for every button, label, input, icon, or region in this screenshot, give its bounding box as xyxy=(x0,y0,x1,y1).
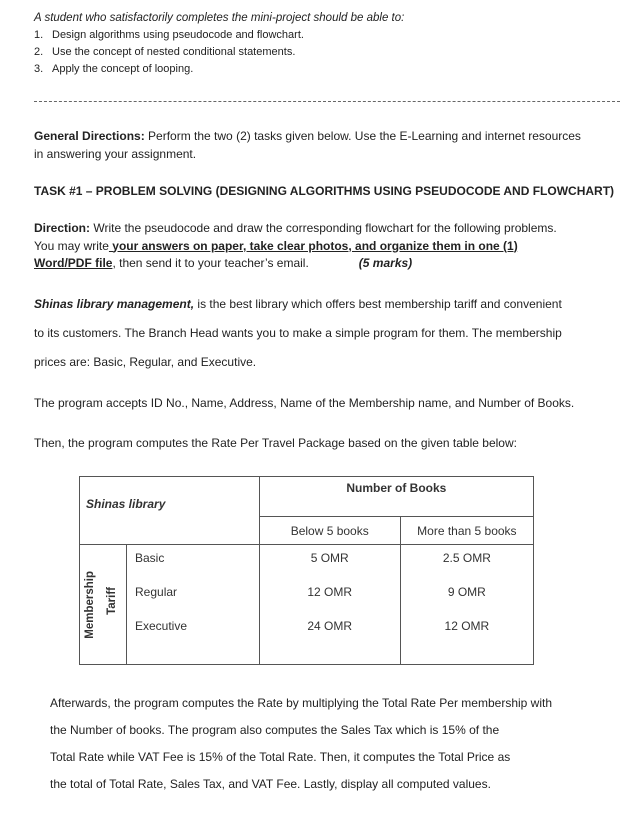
task-title: TASK #1 – PROBLEM SOLVING (DESIGNING ALGORITHMS USING PSEUDOCODE AND FLOWCHART) xyxy=(34,184,615,198)
value-executive-more: 12 OMR xyxy=(444,619,490,633)
general-directions: General Directions: Perform the two (2) tasks given below. Use the E-Learning and internet resources in answering your assignment. xyxy=(34,129,581,161)
below-values-cell xyxy=(259,545,400,665)
value-basic-more: 2.5 OMR xyxy=(442,551,491,565)
rate-table xyxy=(79,476,534,665)
tier-executive: Executive xyxy=(135,619,188,633)
program-computes: Then, the program computes the Rate Per Travel Package based on the given table below: xyxy=(34,436,517,450)
problem-statement: Shinas library management, is the best library which offers best membership tariff and convenient to its customers. The Branch Head wants you to make a simple program for them. The membership prices are: Basic, Regular, and Executive. xyxy=(34,297,562,369)
tier-basic: Basic xyxy=(135,551,165,565)
task-direction: Direction: Write the pseudocode and draw the corresponding flowchart for the following problems. You may write your answers on paper, take clear photos, and organize them in one (1) Word/PDF file, then send it to your teacher’s email. (5 marks) xyxy=(34,221,557,270)
program-accepts: The program accepts ID No., Name, Address, Name of the Membership name, and Number of Books. xyxy=(34,396,575,410)
table-corner: Shinas library xyxy=(80,477,260,545)
col-header-below: Below 5 books xyxy=(259,517,400,545)
objectives-list xyxy=(34,27,304,78)
number-of-books-header: Number of Books xyxy=(259,477,533,517)
objective-item: 2. Use the concept of nested conditional statements. xyxy=(34,46,296,58)
tariff-label-cell xyxy=(80,545,127,665)
value-basic-below: 5 OMR xyxy=(310,551,349,565)
dashed-divider xyxy=(34,101,620,102)
membership-label: Membership xyxy=(84,571,96,639)
more-values-cell xyxy=(400,545,533,665)
value-executive-below: 24 OMR xyxy=(307,619,353,633)
tier-regular: Regular xyxy=(135,585,178,599)
tariff-label: Tariff xyxy=(106,587,118,615)
value-regular-below: 12 OMR xyxy=(307,585,353,599)
objective-item: 3. Apply the concept of looping. xyxy=(34,63,194,75)
tier-names-cell xyxy=(127,545,260,665)
col-header-more: More than 5 books xyxy=(400,517,533,545)
objective-item: 1. Design algorithms using pseudocode and flowchart. xyxy=(34,29,304,41)
value-regular-more: 9 OMR xyxy=(447,585,486,599)
objectives-intro: A student who satisfactorily completes the mini-project should be able to: xyxy=(34,12,405,24)
afterwards-paragraph: Afterwards, the program computes the Rate by multiplying the Total Rate Per membership with the Number of books. The program also computes the Sales Tax which is 15% of the Total Rate while VAT Fee is 15% of the Total Rate. Then, it computes the Total Price as the total of Total Rate, Sales Tax, and VAT Fee. Lastly, display all computed values. xyxy=(50,696,553,791)
